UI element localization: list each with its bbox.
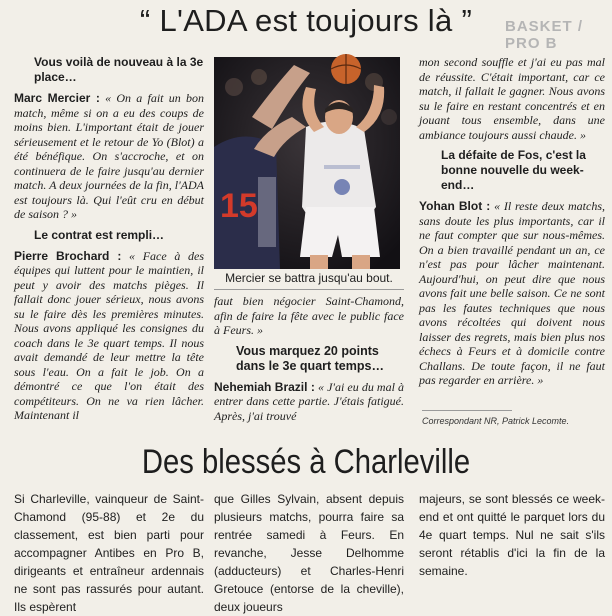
photo-caption: Mercier se battra jusqu'au bout.	[225, 271, 393, 285]
section-tag: BASKET / PRO B	[505, 18, 584, 52]
answer-block	[14, 91, 204, 222]
answer-block	[419, 199, 605, 388]
speaker-name: Pierre Brochard :	[14, 248, 122, 263]
speaker-name: Nehemiah Brazil :	[214, 379, 315, 394]
article2-column-3: majeurs, se sont blessés ce week-end et ont quitté le parquet lors du 4e quart temps. Nul ne sait s'ils seront rétablis d'ici la fin de la semaine.	[419, 492, 605, 578]
article-column-1	[14, 55, 204, 423]
answer-text: « J'ai eu du mal à entrer dans cette partie. J'étais fatigué. Après, j'ai trouvé	[214, 379, 404, 423]
question: Vous marquez 20 points dans le 3e quart temps…	[236, 343, 384, 373]
divider	[214, 289, 404, 290]
divider	[422, 410, 512, 411]
answer-text: mon second souffle et j'ai eu pas mal de réussite. C'était important, car ce match, il fallait le gagner. Nous avons su le faire en restant concentrés et en jouant tous ensemble, dans une ambiance toujours aussi chaude. »	[419, 55, 605, 142]
question: La défaite de Fos, c'est la bonne nouvelle du week-end…	[441, 148, 586, 192]
answer-text: « Face à des équipes qui luttent pour le maintien, il peut y avoir des matchs pièges. Il fallait donc jouer sérieux, nous avons su le faire dès les premières minutes. Nous avons appliqué les consignes du coach dans le 3e quart temps. Il nous avait demandé de leur mettre la tête sous l'eau. On a fait le job. On a démontré ce que l'on était des compétiteurs. On ne va rien lâcher. Maintenant il	[14, 248, 204, 422]
answer-block	[14, 249, 204, 423]
article-column-2	[214, 294, 404, 423]
speaker-name: Marc Mercier :	[14, 91, 100, 105]
article-column-3	[419, 55, 605, 388]
article2-column-1: Si Charleville, vainqueur de Saint-Chamond (95-88) et 2e du classement, est bien parti pour accompagner Antibes en Pro B, dirigeants et entraîneur ardennais ne sont pas rassurés pour autant. Ils espèrent	[14, 492, 204, 614]
article2-column-2: que Gilles Sylvain, absent depuis plusieurs matchs, pourra faire sa rentrée samedi à Feurs. En revanche, Jesse Delhomme (adducteurs) et Charles-Henri Gretouce (entorse de la cheville), deux joueurs	[214, 492, 404, 614]
answer-block	[214, 380, 404, 424]
answer-text: faut bien négocier Saint-Chamond, afin de faire la fête avec le public face à Feurs. »	[214, 294, 404, 337]
speaker-name: Yohan Blot :	[419, 199, 491, 213]
jersey-number: 15	[220, 187, 258, 225]
photo-illustration	[214, 57, 400, 269]
question: Le contrat est rempli…	[34, 227, 165, 242]
article-headline: “ L'ADA est toujours là ”	[139, 3, 473, 38]
article-headline-2: Des blessés à Charleville	[141, 443, 471, 481]
answer-text: « Il reste deux matchs, sans doute les plus importants, car il ne faut compter que sur nous-mêmes. On a bien travaillé pendant un an, ce n'est pas pour lâcher maintenant. Aujourd'hui, on peut dire que nous avons fait une belle saison. Ce ne sont pas les fautes techniques que nous avons récoltées qui doivent nous laisser des regrets, mais bien plus nos échecs à Feurs et à domicile contre Challans. De toute façon, il ne faut pas regarder en arrière. »	[419, 199, 605, 387]
answer-text: « On a fait un bon match, même si on a eu des coups de moins bien. L'important était de jouer sérieusement et le retour de Yo (Blot) a été bénéfique. On s'accroche, et on continuera de le faire jusqu'au dernier match. A deux journées de la fin, l'ADA est toujours là. Qui l'eût cru en début de saison ? »	[14, 91, 204, 221]
correspondent-credit: Correspondant NR, Patrick Lecomte.	[422, 416, 570, 426]
question: Vous voilà de nouveau à la 3e place…	[34, 55, 204, 84]
basketball-photo	[214, 57, 400, 269]
